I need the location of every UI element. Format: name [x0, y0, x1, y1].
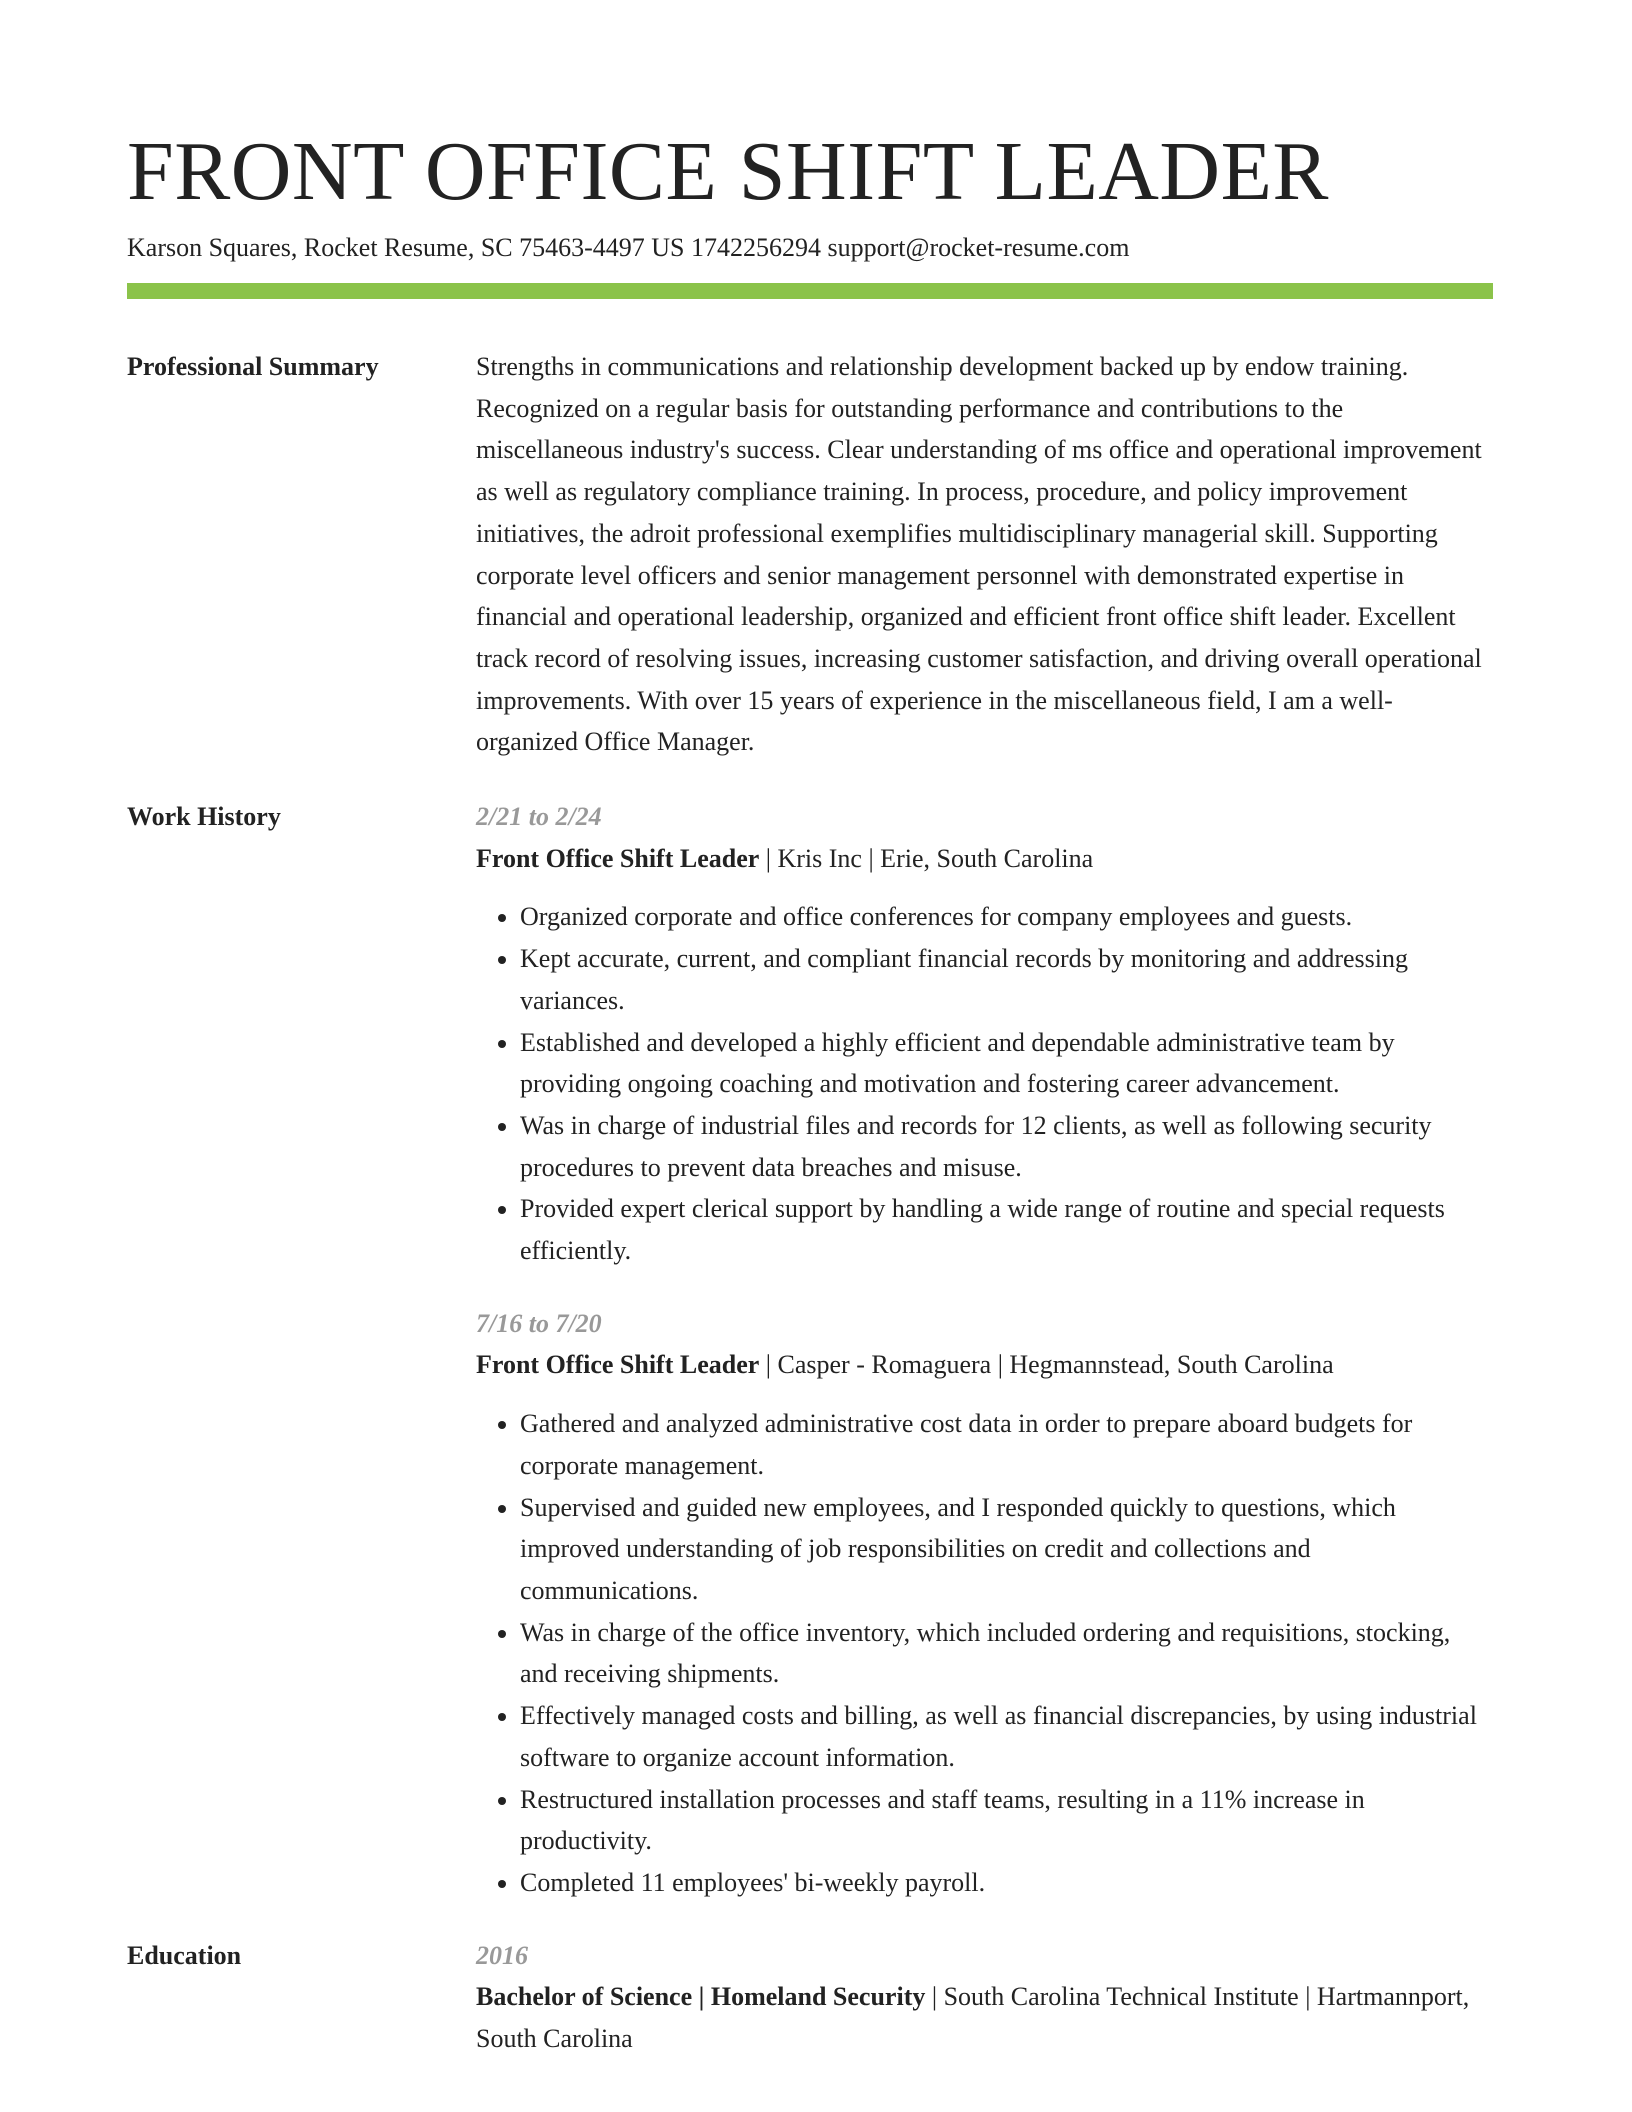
- job-bullet: • Was in charge of industrial files and records for 12 clients, as well as following security procedures to prevent data breaches and misuse.: [520, 1105, 1493, 1188]
- section-label-work: Work History: [127, 802, 281, 832]
- job-company-location: | Casper - Romaguera | Hegmannstead, South Carolina: [759, 1350, 1334, 1380]
- job-bullet: • Was in charge of the office inventory, which included ordering and requisitions, stocking, and receiving shipments.: [520, 1612, 1493, 1695]
- job-bullet: • Restructured installation processes and staff teams, resulting in a 11% increase in productivity.: [520, 1779, 1493, 1862]
- job-bullet: • Gathered and analyzed administrative cost data in order to prepare aboard budgets for corporate management.: [520, 1403, 1493, 1486]
- job-company-location: | Kris Inc | Erie, South Carolina: [759, 843, 1094, 873]
- job-bullet: • Established and developed a highly efficient and dependable administrative team by providing ongoing coaching and motivation and fostering career advancement.: [520, 1022, 1493, 1105]
- education-body: [476, 1935, 1493, 2060]
- job-dates: 2/21 to 2/24: [476, 802, 602, 832]
- job-bullet: • Completed 11 employees' bi-weekly payroll.: [520, 1862, 1493, 1904]
- job-bullet: • Supervised and guided new employees, and I responded quickly to questions, which improved understanding of job responsibilities on credit and collections and communications.: [520, 1487, 1493, 1612]
- job-entry: [476, 796, 1493, 1272]
- job-bullet: • Kept accurate, current, and compliant financial records by monitoring and addressing variances.: [520, 938, 1493, 1021]
- job-title: Front Office Shift Leader: [476, 843, 760, 873]
- resume-page: [127, 0, 1493, 2060]
- contact-line: Karson Squares, Rocket Resume, SC 75463-4497 US 1742256294 support@rocket-resume.com: [127, 233, 1130, 262]
- accent-divider: [127, 283, 1493, 299]
- job-bullets: [476, 1403, 1493, 1903]
- education-degree: Bachelor of Science | Homeland Security: [476, 1982, 926, 2012]
- job-bullet: • Provided expert clerical support by handling a wide range of routine and special requests efficiently.: [520, 1188, 1493, 1271]
- resume-title: FRONT OFFICE SHIFT LEADER: [127, 125, 1329, 218]
- job-dates: 7/16 to 7/20: [476, 1308, 602, 1338]
- job-bullet: • Effectively managed costs and billing, as well as financial discrepancies, by using industrial software to organize account information.: [520, 1695, 1493, 1778]
- job-bullet: • Organized corporate and office conferences for company employees and guests.: [520, 896, 1493, 938]
- job-bullets: [476, 896, 1493, 1271]
- job-heading: [476, 838, 1493, 880]
- section-label-education: Education: [127, 1940, 242, 1970]
- professional-summary-section: [127, 346, 1493, 763]
- work-body: [476, 796, 1493, 1904]
- education-heading: [476, 1976, 1493, 2059]
- education-section: [127, 1935, 1493, 2060]
- education-school-location: | South Carolina Technical Institute | Hartmannport, South Carolina: [476, 1982, 1470, 2054]
- job-entry: [476, 1303, 1493, 1904]
- job-title: Front Office Shift Leader: [476, 1350, 760, 1380]
- summary-text: Strengths in communications and relationship development backed up by endow training. Recognized on a regular basis for outstanding performance and contributions to the miscellaneous industry's success. Clear understanding of ms office and operational improvement as well as regulatory compliance training. In process, procedure, and policy improvement initiatives, the adroit professional exemplifies multidisciplinary managerial skill. Supporting corporate level officers and senior management personnel with demonstrated expertise in financial and operational leadership, organized and efficient front office shift leader. Excellent track record of resolving issues, increasing customer satisfaction, and driving overall operational improvements. With over 15 years of experience in the miscellaneous field, I am a well-organized Office Manager.: [476, 352, 1482, 757]
- section-label-summary: Professional Summary: [127, 352, 379, 381]
- job-heading: [476, 1344, 1493, 1386]
- work-history-section: [127, 796, 1493, 1904]
- summary-body: [476, 346, 1493, 763]
- education-year: 2016: [476, 1940, 528, 1970]
